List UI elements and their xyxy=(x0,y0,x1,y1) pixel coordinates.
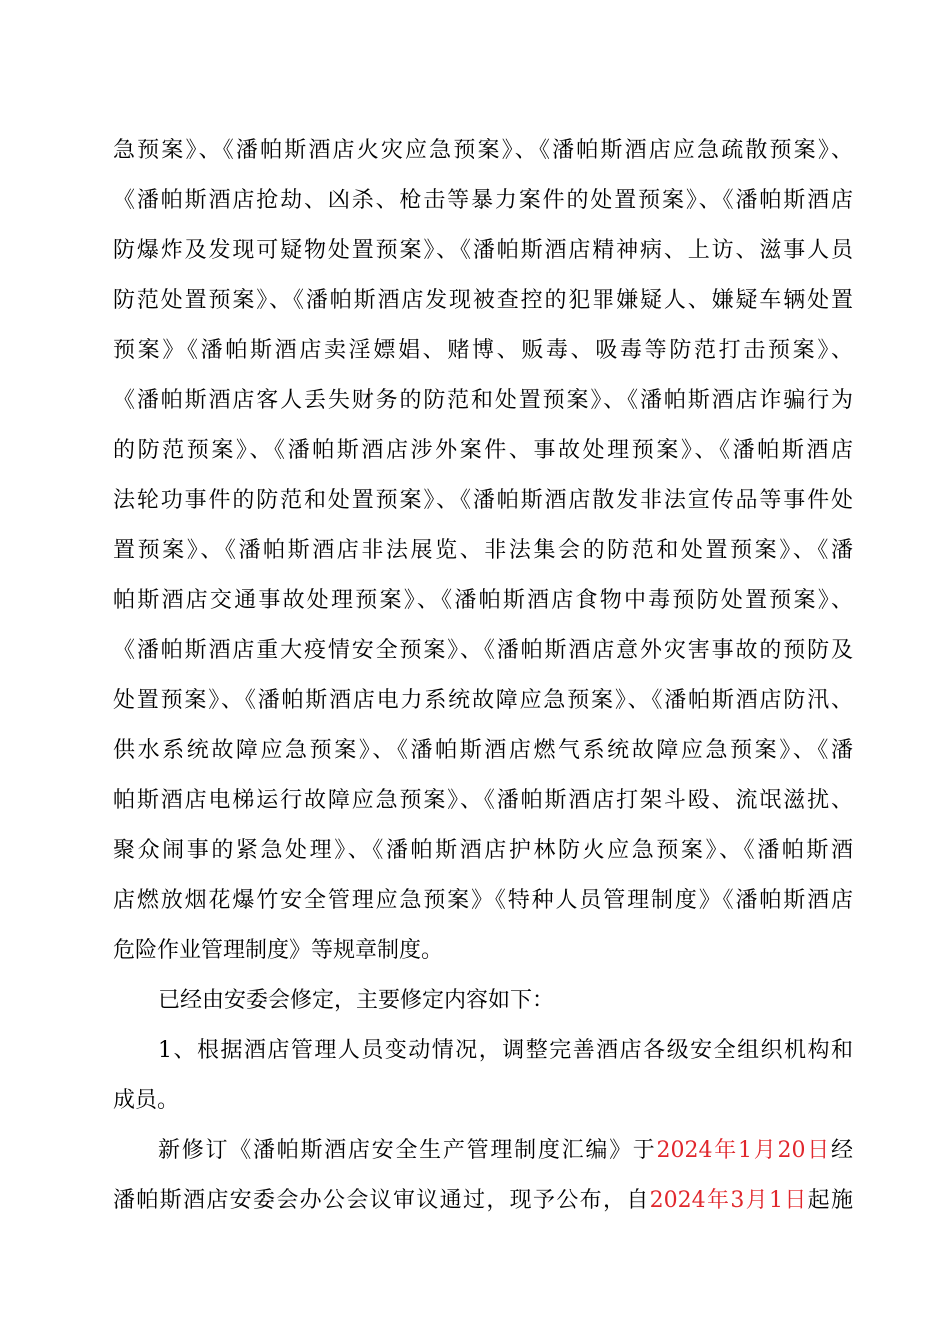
paragraph-line: 1、根据酒店管理人员变动情况，调整完善酒店各级安全组织机构和 xyxy=(158,1038,853,1063)
paragraph-line: 聚众闹事的紧急处理》、《潘帕斯酒店护林防火应急预案》、《潘帕斯酒 xyxy=(113,838,853,863)
paragraph-line: 预案》《潘帕斯酒店卖淫嫖娼、赌博、贩毒、吸毒等防范打击预案》、 xyxy=(113,338,853,363)
paragraph-line: 危险作业管理制度》等规章制度。 xyxy=(113,938,444,963)
text-segment: 潘帕斯酒店安委会办公会议审议通过，现予公布，自 xyxy=(113,1188,650,1213)
paragraph-line: 供水系统故障应急预案》、《潘帕斯酒店燃气系统故障应急预案》、《潘 xyxy=(113,738,853,763)
date-highlight: 2024年1月20日 xyxy=(656,1138,831,1163)
paragraph-line-with-date xyxy=(158,1136,853,1166)
paragraph-line: 法轮功事件的防范和处置预案》、《潘帕斯酒店散发非法宣传品等事件处 xyxy=(113,488,853,513)
paragraph-line: 《潘帕斯酒店客人丢失财务的防范和处置预案》、《潘帕斯酒店诈骗行为 xyxy=(113,388,853,413)
paragraph-line: 帕斯酒店电梯运行故障应急预案》、《潘帕斯酒店打架斗殴、流氓滋扰、 xyxy=(113,788,853,813)
text-segment: 起施 xyxy=(807,1188,853,1213)
paragraph-line-with-date xyxy=(113,1186,853,1216)
paragraph-line: 防范处置预案》、《潘帕斯酒店发现被查控的犯罪嫌疑人、嫌疑车辆处置 xyxy=(113,288,853,313)
paragraph-line: 的防范预案》、《潘帕斯酒店涉外案件、事故处理预案》、《潘帕斯酒店 xyxy=(113,438,853,463)
paragraph-line: 成员。 xyxy=(113,1088,180,1113)
paragraph-line: 店燃放烟花爆竹安全管理应急预案》《特种人员管理制度》《潘帕斯酒店 xyxy=(113,888,853,913)
text-segment: 新修订《潘帕斯酒店安全生产管理制度汇编》于 xyxy=(158,1138,657,1163)
paragraph-line: 《潘帕斯酒店抢劫、凶杀、枪击等暴力案件的处置预案》、《潘帕斯酒店 xyxy=(113,188,853,213)
date-highlight: 2024年3月1日 xyxy=(649,1188,808,1213)
paragraph-line: 急预案》、《潘帕斯酒店火灾应急预案》、《潘帕斯酒店应急疏散预案》、 xyxy=(113,138,853,163)
paragraph-line: 防爆炸及发现可疑物处置预案》、《潘帕斯酒店精神病、上访、滋事人员 xyxy=(113,238,853,263)
paragraph-line: 处置预案》、《潘帕斯酒店电力系统故障应急预案》、《潘帕斯酒店防汛、 xyxy=(113,688,853,713)
paragraph-intro: 已经由安委会修定，主要修定内容如下： xyxy=(158,988,555,1013)
text-segment: 经 xyxy=(830,1138,853,1163)
paragraph-line: 置预案》、《潘帕斯酒店非法展览、非法集会的防范和处置预案》、《潘 xyxy=(113,538,853,563)
paragraph-line: 帕斯酒店交通事故处理预案》、《潘帕斯酒店食物中毒预防处置预案》、 xyxy=(113,588,853,613)
paragraph-line: 《潘帕斯酒店重大疫情安全预案》、《潘帕斯酒店意外灾害事故的预防及 xyxy=(113,638,853,663)
